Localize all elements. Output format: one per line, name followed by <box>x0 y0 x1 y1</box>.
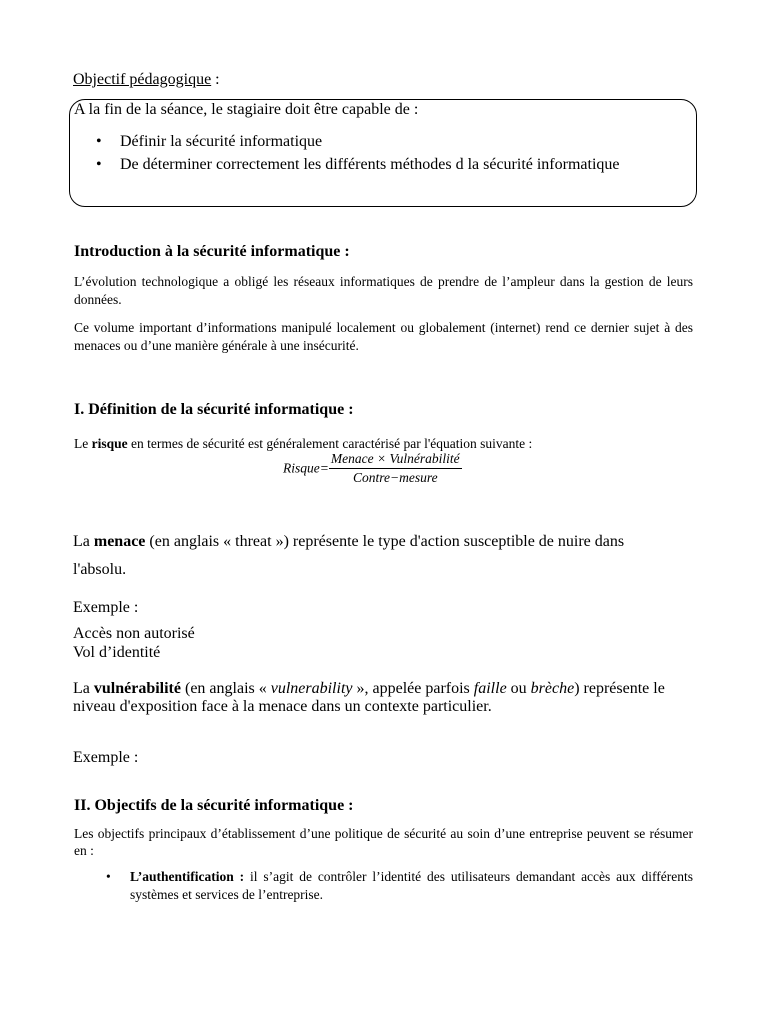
vuln-mid1: (en anglais « <box>180 680 271 697</box>
section1-heading: I. Définition de la sécurité informatique : <box>74 401 354 418</box>
introduction-paragraph-1: L’évolution technologique a obligé les réseaux informatiques de prendre de l’ampleur dans la gestion de leurs données. <box>74 274 693 307</box>
equation-fraction <box>329 451 462 486</box>
vulnerability-paragraph <box>73 680 695 716</box>
vuln-pre: La <box>73 680 94 697</box>
introduction-paragraph-2: Ce volume important d’informations manipulé localement ou globalement (internet) rend ce dernier sujet à des menaces ou d’une manière générale à une insécurité. <box>74 320 693 353</box>
introduction-heading: Introduction à la sécurité informatique : <box>74 243 350 260</box>
authentication-term: L’authentification : <box>130 869 245 884</box>
objective-intro: A la fin de la séance, le stagiaire doit être capable de : <box>74 101 419 118</box>
vuln-term: vulnérabilité <box>93 680 181 697</box>
risk-term: risque <box>91 436 128 451</box>
equation-denominator: Contre−mesure <box>352 470 438 485</box>
vuln-english: vulnerability <box>270 680 353 697</box>
menace-pre: La <box>73 533 94 550</box>
example1-item: Vol d’identité <box>73 644 161 661</box>
objective-title-line <box>73 70 220 90</box>
section2-objectives-list <box>84 868 693 904</box>
example1-item: Accès non autorisé <box>73 625 195 642</box>
vuln-mid3: ou <box>506 680 531 697</box>
objective-item: • De déterminer correctement les différents méthodes d la sécurité informatique <box>74 153 694 176</box>
risk-pre: Le <box>74 436 92 451</box>
risk-equation <box>283 451 462 486</box>
vuln-breche: brèche <box>530 680 575 697</box>
vuln-faille: faille <box>473 680 507 697</box>
section2-intro: Les objectifs principaux d’établissement d’une politique de sécurité au soin d’une entreprise peuvent se résumer en : <box>74 826 693 858</box>
vuln-mid2: », appelée parfois <box>352 680 474 697</box>
section2-heading: II. Objectifs de la sécurité informatique : <box>74 797 354 814</box>
equation-lhs: Risque= <box>283 460 329 476</box>
objective-colon: : <box>211 71 220 88</box>
objective-list <box>74 130 694 176</box>
example1-label: Exemple : <box>73 599 139 616</box>
objective-authentication <box>84 868 693 904</box>
authentication-text: il s’agit de contrôler l’identité des utilisateurs demandant accès aux différents systèmes et services de l’entreprise. <box>130 869 693 902</box>
risk-post: en termes de sécurité est généralement caractérisé par l'équation suivante : <box>127 436 533 451</box>
example2-label: Exemple : <box>73 749 139 766</box>
menace-paragraph <box>73 528 703 584</box>
equation-numerator: Menace × Vulnérabilité <box>329 451 462 469</box>
objective-title: Objectif pédagogique <box>73 71 212 88</box>
menace-term: menace <box>93 533 146 550</box>
vuln-post: ) représente le niveau d'exposition face à la menace dans un contexte particulier. <box>73 680 665 715</box>
objective-item: • Définir la sécurité informatique <box>74 130 694 153</box>
menace-line2: l'absolu. <box>73 561 127 578</box>
menace-post: (en anglais « threat ») représente le type d'action susceptible de nuire dans <box>145 533 625 550</box>
